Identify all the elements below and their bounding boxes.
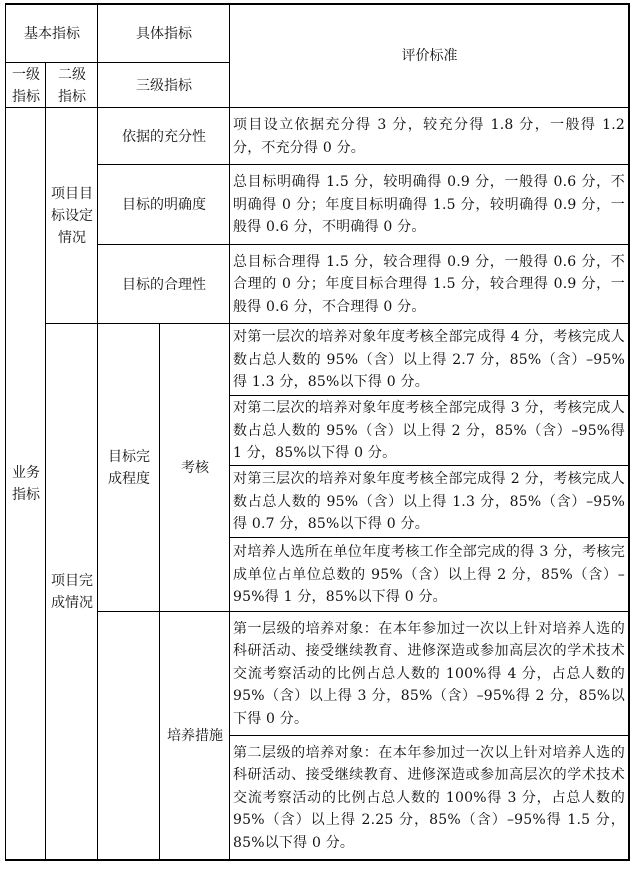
criteria-training-2: 第二层级的培养对象：在本年参加过一次以上针对培养人选的科研活动、接受继续教育、进修深造或参加高层次的学术技术交流考察活动的比例占总人数的 100%得 3 分，占总人数的 95%（含）以上得 2.25 分，85%（含）–95%得 1.5 分，85%以下得 0 分。: [233, 744, 625, 851]
grid-line: [229, 395, 629, 396]
grid-line: [229, 735, 629, 736]
criteria-basis: 项目设立依据充分得 3 分，较充分得 1.8 分，一般得 1.2 分，不充分得 0 分。: [233, 117, 625, 156]
criteria-training-1: 第一层级的培养对象：在本年参加过一次以上针对培养人选的科研活动、接受继续教育、进修深造或参加高层次的学术技术交流考察活动的比例占总人数的 100%得 4 分，占总人数的 95%（含）以上得 3 分，85%（含）–95%得 2 分，85%以下得 0 分。: [233, 620, 625, 727]
grid-line: [45, 63, 46, 860]
grid-line: [5, 107, 629, 108]
grid-line: [97, 611, 629, 612]
header-level2: 二级指标: [58, 66, 86, 105]
grid-line: [229, 537, 629, 538]
header-evaluation-standard: 评价标准: [401, 48, 458, 64]
header-level3: 三级指标: [136, 77, 192, 94]
grid-line: [97, 3, 98, 860]
grid-line: [97, 244, 629, 245]
grid-line: [97, 164, 629, 165]
criteria-assessment-3: 对第三层次的培养对象年度考核全部完成得 2 分，考核完成人数占总人数的 95%（含）以上得 1.3 分，85%（含）–95%得 0.7 分，85%以下得 0 分。: [233, 471, 625, 533]
level3-basis: 依据的充分性: [122, 128, 206, 145]
criteria-clarity: 总目标明确得 1.5 分，较明确得 0.9 分，一般得 0.6 分，不明确得 0 分；年度目标明确得 1.5 分，较明确得 0.9 分，一般得 0.6 分，不明确得 0 分。: [233, 174, 625, 236]
level3-target-completion: 目标完成程度: [108, 449, 150, 487]
level2-completion: 项目完成情况: [51, 573, 93, 611]
level2-goal-setting: 项目目标设定情况: [51, 186, 93, 246]
grid-line: [45, 323, 629, 324]
level3-assessment: 考核: [181, 460, 209, 476]
level1-business: 业务指标: [12, 465, 40, 503]
header-level1: 一级指标: [12, 66, 40, 105]
table-border-bottom: [5, 859, 630, 861]
grid-line: [159, 324, 160, 860]
level3-training: 培养措施: [167, 728, 223, 744]
grid-line: [229, 465, 629, 466]
level3-rationality: 目标的合理性: [122, 276, 206, 293]
header-specific-indicator: 具体指标: [136, 25, 192, 42]
table-border-left: [5, 3, 6, 861]
table-border-right: [628, 3, 630, 861]
level3-clarity: 目标的明确度: [122, 197, 206, 213]
table-border-top: [5, 3, 630, 5]
header-basic-indicator: 基本指标: [24, 25, 80, 42]
criteria-rationality: 总目标合理得 1.5 分，较合理得 0.9 分，一般得 0.6 分，不合理的 0 分；年度目标合理得 1.5 分，较合理得 0.9 分，一般得 0.6 分，不合理得 0 分。: [233, 253, 625, 315]
criteria-assessment-2: 对第二层次的培养对象年度考核全部完成得 3 分，考核完成人数占总人数的 95%（含）以上得 2 分，85%（含）–95%得 1 分，85%以下得 0 分。: [233, 400, 625, 462]
grid-line: [229, 3, 230, 860]
criteria-assessment-1: 对第一层次的培养对象年度考核全部完成得 4 分，考核完成人数占总人数的 95%（含）以上得 2.7 分，85%（含）–95%得 1.3 分，85%以下得 0 分。: [233, 329, 625, 391]
criteria-assessment-4: 对培养人选所在单位年度考核工作全部完成的得 3 分，考核完成单位占单位总数的 95%（含）以上得 2 分，85%（含）–95%得 1 分，85%以下得 0 分。: [233, 544, 625, 606]
grid-line: [5, 62, 230, 63]
